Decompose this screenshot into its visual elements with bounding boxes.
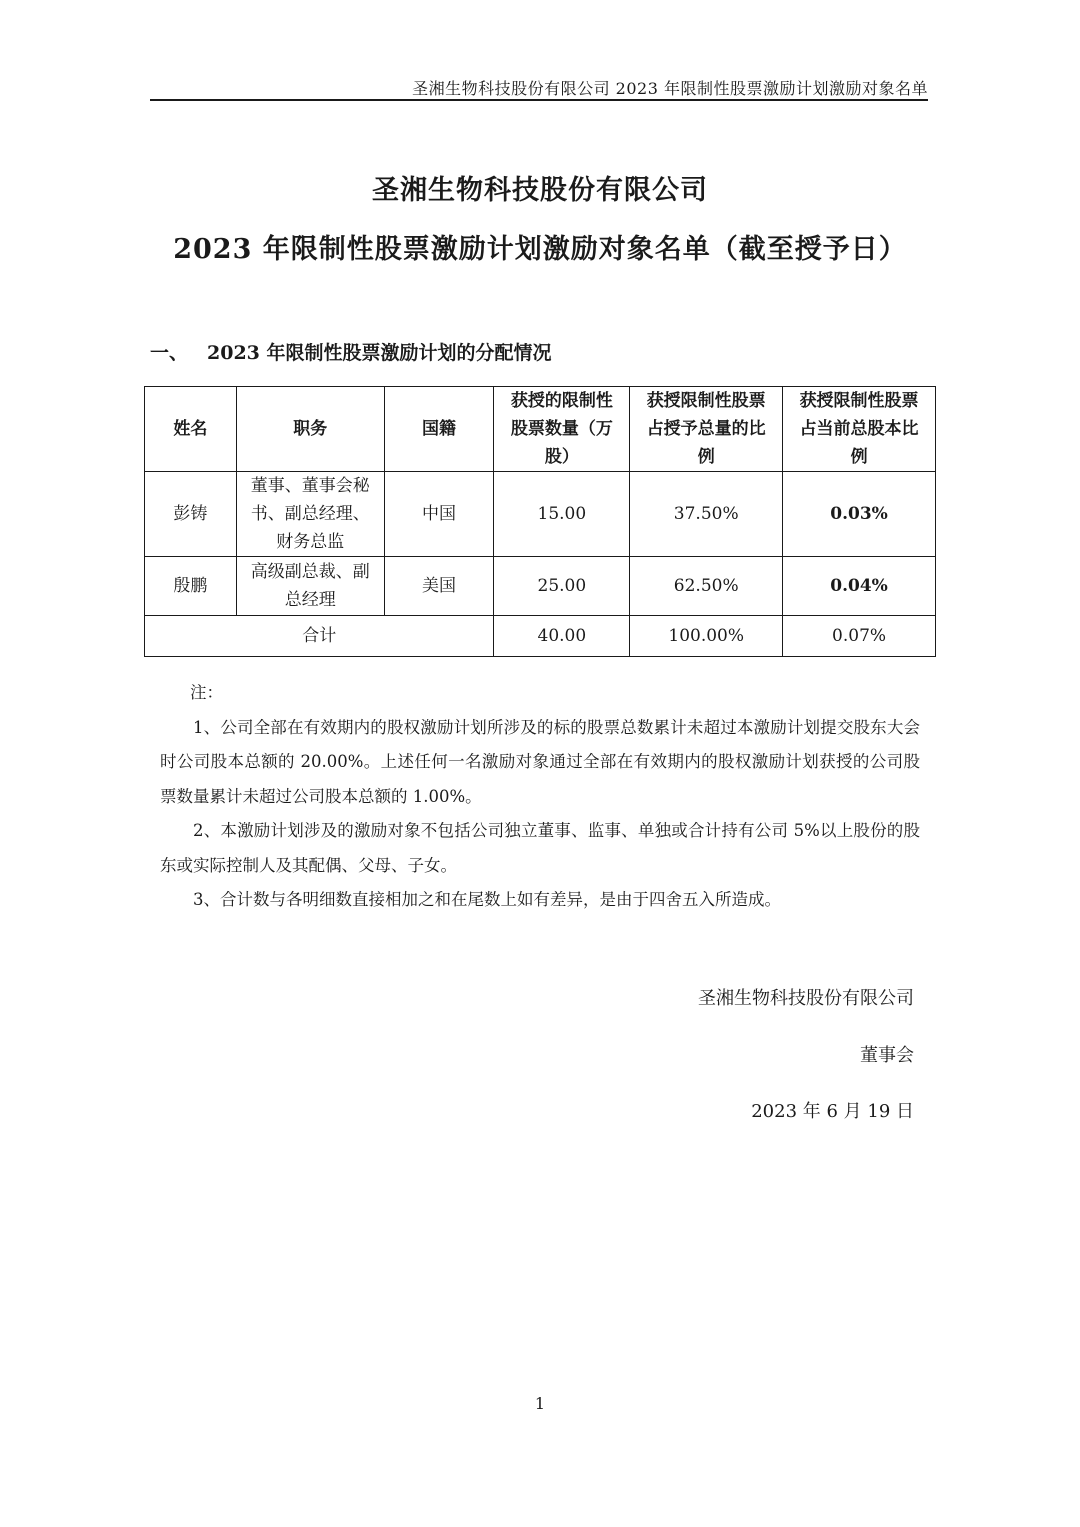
total-label: 合计 bbox=[145, 616, 494, 657]
total-capital-ratio: 0.07% bbox=[783, 616, 936, 657]
total-grant-ratio: 100.00% bbox=[630, 616, 783, 657]
section-number: 一、 bbox=[150, 342, 189, 364]
header-rule bbox=[150, 99, 928, 101]
table-row bbox=[145, 557, 936, 616]
running-header: 圣湘生物科技股份有限公司 2023 年限制性股票激励计划激励对象名单 bbox=[412, 79, 928, 98]
header-grant-ratio: 获授限制性股票占授予总量的比例 bbox=[630, 387, 783, 472]
cell-position: 董事、董事会秘书、副总经理、财务总监 bbox=[236, 472, 384, 557]
cell-nationality: 中国 bbox=[384, 472, 494, 557]
table-total-row bbox=[145, 616, 936, 657]
signature-company: 圣湘生物科技股份有限公司 bbox=[698, 988, 914, 1009]
header-name: 姓名 bbox=[145, 387, 237, 472]
note-item: 1、公司全部在有效期内的股权激励计划所涉及的标的股票总数累计未超过本激励计划提交股东大会时公司股本总额的 20.00%。上述任何一名激励对象通过全部在有效期内的股权激励计划获授的公司股票数量累计未超过公司股本总额的 1.00%。 bbox=[160, 717, 920, 806]
cell-position: 高级副总裁、副总经理 bbox=[236, 557, 384, 616]
table-row bbox=[145, 472, 936, 557]
cell-grant-ratio: 37.50% bbox=[630, 472, 783, 557]
cell-nationality: 美国 bbox=[384, 557, 494, 616]
header-nationality: 国籍 bbox=[384, 387, 494, 472]
cell-name: 彭铸 bbox=[145, 472, 237, 557]
cell-capital-ratio: 0.04% bbox=[783, 557, 936, 616]
page-number: 1 bbox=[534, 1394, 546, 1413]
cell-capital-ratio: 0.03% bbox=[783, 472, 936, 557]
cell-name: 殷鹏 bbox=[145, 557, 237, 616]
note-item: 2、本激励计划涉及的激励对象不包括公司独立董事、监事、单独或合计持有公司 5%以上股份的股东或实际控制人及其配偶、父母、子女。 bbox=[160, 821, 920, 875]
header-shares: 获授的限制性股票数量（万股） bbox=[494, 387, 630, 472]
cell-shares: 15.00 bbox=[494, 472, 630, 557]
signature-date: 2023 年 6 月 19 日 bbox=[751, 1101, 914, 1122]
section-heading-text: 2023 年限制性股票激励计划的分配情况 bbox=[207, 342, 552, 364]
allocation-table bbox=[144, 386, 936, 657]
header-capital-ratio: 获授限制性股票占当前总股本比例 bbox=[783, 387, 936, 472]
cell-shares: 25.00 bbox=[494, 557, 630, 616]
notes-title: 注： bbox=[190, 683, 223, 702]
header-position: 职务 bbox=[236, 387, 384, 472]
notes bbox=[160, 676, 920, 918]
cell-grant-ratio: 62.50% bbox=[630, 557, 783, 616]
note-item: 3、合计数与各明细数直接相加之和在尾数上如有差异，是由于四舍五入所造成。 bbox=[193, 890, 781, 909]
document-title-company: 圣湘生物科技股份有限公司 bbox=[372, 175, 708, 206]
signature-board: 董事会 bbox=[860, 1045, 914, 1066]
document-title-list: 2023 年限制性股票激励计划激励对象名单（截至授予日） bbox=[173, 234, 907, 265]
table-header-row bbox=[145, 387, 936, 472]
section-heading bbox=[150, 338, 552, 365]
total-shares: 40.00 bbox=[494, 616, 630, 657]
